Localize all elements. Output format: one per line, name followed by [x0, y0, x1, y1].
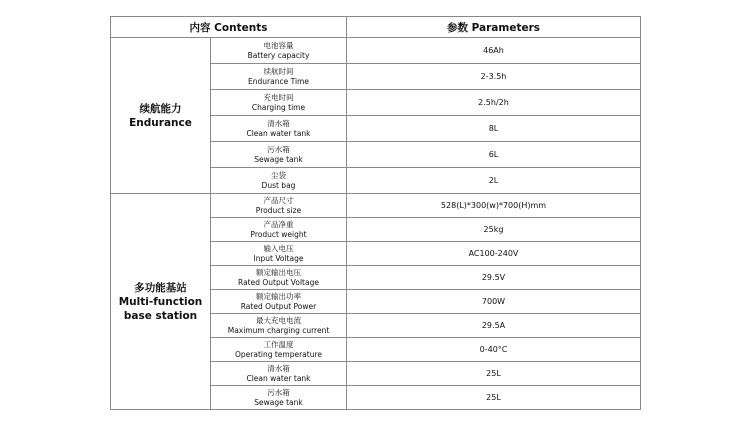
param-name-en: Input Voltage — [253, 253, 304, 263]
param-name — [211, 194, 347, 218]
param-name — [211, 338, 347, 362]
header-parameters: 参数 Parameters — [347, 17, 641, 38]
param-name-zh: 输入电压 — [263, 244, 294, 253]
param-name-en: Product weight — [250, 229, 307, 239]
param-name-en: Maximum charging current — [227, 325, 330, 335]
param-name-en: Charging time — [251, 102, 306, 112]
param-name — [211, 218, 347, 242]
table-row — [111, 38, 641, 64]
group-label-en: Endurance — [129, 116, 192, 129]
param-name-en: Clean water tank — [246, 373, 311, 383]
param-name — [211, 314, 347, 338]
param-value: 700W — [347, 290, 641, 314]
param-name-zh: 额定输出功率 — [256, 292, 301, 301]
param-name-zh: 污水箱 — [267, 145, 290, 154]
param-name-zh: 产品尺寸 — [263, 196, 294, 205]
param-name-zh: 电池容量 — [263, 41, 294, 50]
param-value: 29.5A — [347, 314, 641, 338]
param-value: 25L — [347, 386, 641, 410]
group-label-en: base station — [123, 309, 198, 322]
param-name-en: Battery capacity — [247, 50, 310, 60]
param-value: 528(L)*300(w)*700(H)mm — [347, 194, 641, 218]
param-name — [211, 64, 347, 90]
param-name-zh: 最大充电电流 — [256, 316, 301, 325]
param-value: 2-3.5h — [347, 64, 641, 90]
param-name — [211, 362, 347, 386]
group-label-zh: 多功能基站 — [134, 281, 187, 294]
param-name-en: Product size — [255, 205, 302, 215]
param-name-zh: 污水箱 — [267, 388, 290, 397]
param-name-en: Sewage tank — [254, 397, 303, 407]
param-name-en: Dust bag — [261, 180, 296, 190]
param-value: 25L — [347, 362, 641, 386]
param-name-zh: 清水箱 — [267, 364, 290, 373]
param-name — [211, 386, 347, 410]
param-name-en: Sewage tank — [254, 154, 303, 164]
param-name-zh: 尘袋 — [271, 171, 286, 180]
spec-table — [110, 16, 641, 410]
header-row — [111, 17, 641, 38]
param-name — [211, 290, 347, 314]
param-name-zh: 工作温度 — [263, 340, 294, 349]
param-name — [211, 38, 347, 64]
group-label-zh: 续航能力 — [139, 102, 182, 115]
param-name — [211, 266, 347, 290]
group-endurance — [111, 38, 211, 194]
param-name — [211, 90, 347, 116]
param-name-en: Clean water tank — [246, 128, 311, 138]
param-name-en: Rated Output Voltage — [238, 277, 319, 287]
param-name-en: Endurance Time — [248, 76, 309, 86]
param-value: AC100-240V — [347, 242, 641, 266]
param-value: 2L — [347, 168, 641, 194]
param-name-zh: 清水箱 — [267, 119, 290, 128]
table-row — [111, 194, 641, 218]
header-contents: 内容 Contents — [111, 17, 347, 38]
param-value: 8L — [347, 116, 641, 142]
param-value: 6L — [347, 142, 641, 168]
param-name-zh: 续航时间 — [263, 67, 294, 76]
param-name-zh: 产品净重 — [263, 220, 294, 229]
group-label-en: Multi-function — [118, 295, 203, 308]
param-name-zh: 充电时间 — [263, 93, 294, 102]
param-value: 25kg — [347, 218, 641, 242]
param-value: 46Ah — [347, 38, 641, 64]
param-name-en: Rated Output Power — [240, 301, 317, 311]
param-value: 2.5h/2h — [347, 90, 641, 116]
param-value: 29.5V — [347, 266, 641, 290]
param-name — [211, 242, 347, 266]
param-name — [211, 116, 347, 142]
param-name — [211, 168, 347, 194]
group-base-station — [111, 194, 211, 410]
param-name-en: Operating temperature — [234, 349, 323, 359]
param-name — [211, 142, 347, 168]
param-value: 0-40°C — [347, 338, 641, 362]
param-name-zh: 额定输出电压 — [256, 268, 301, 277]
